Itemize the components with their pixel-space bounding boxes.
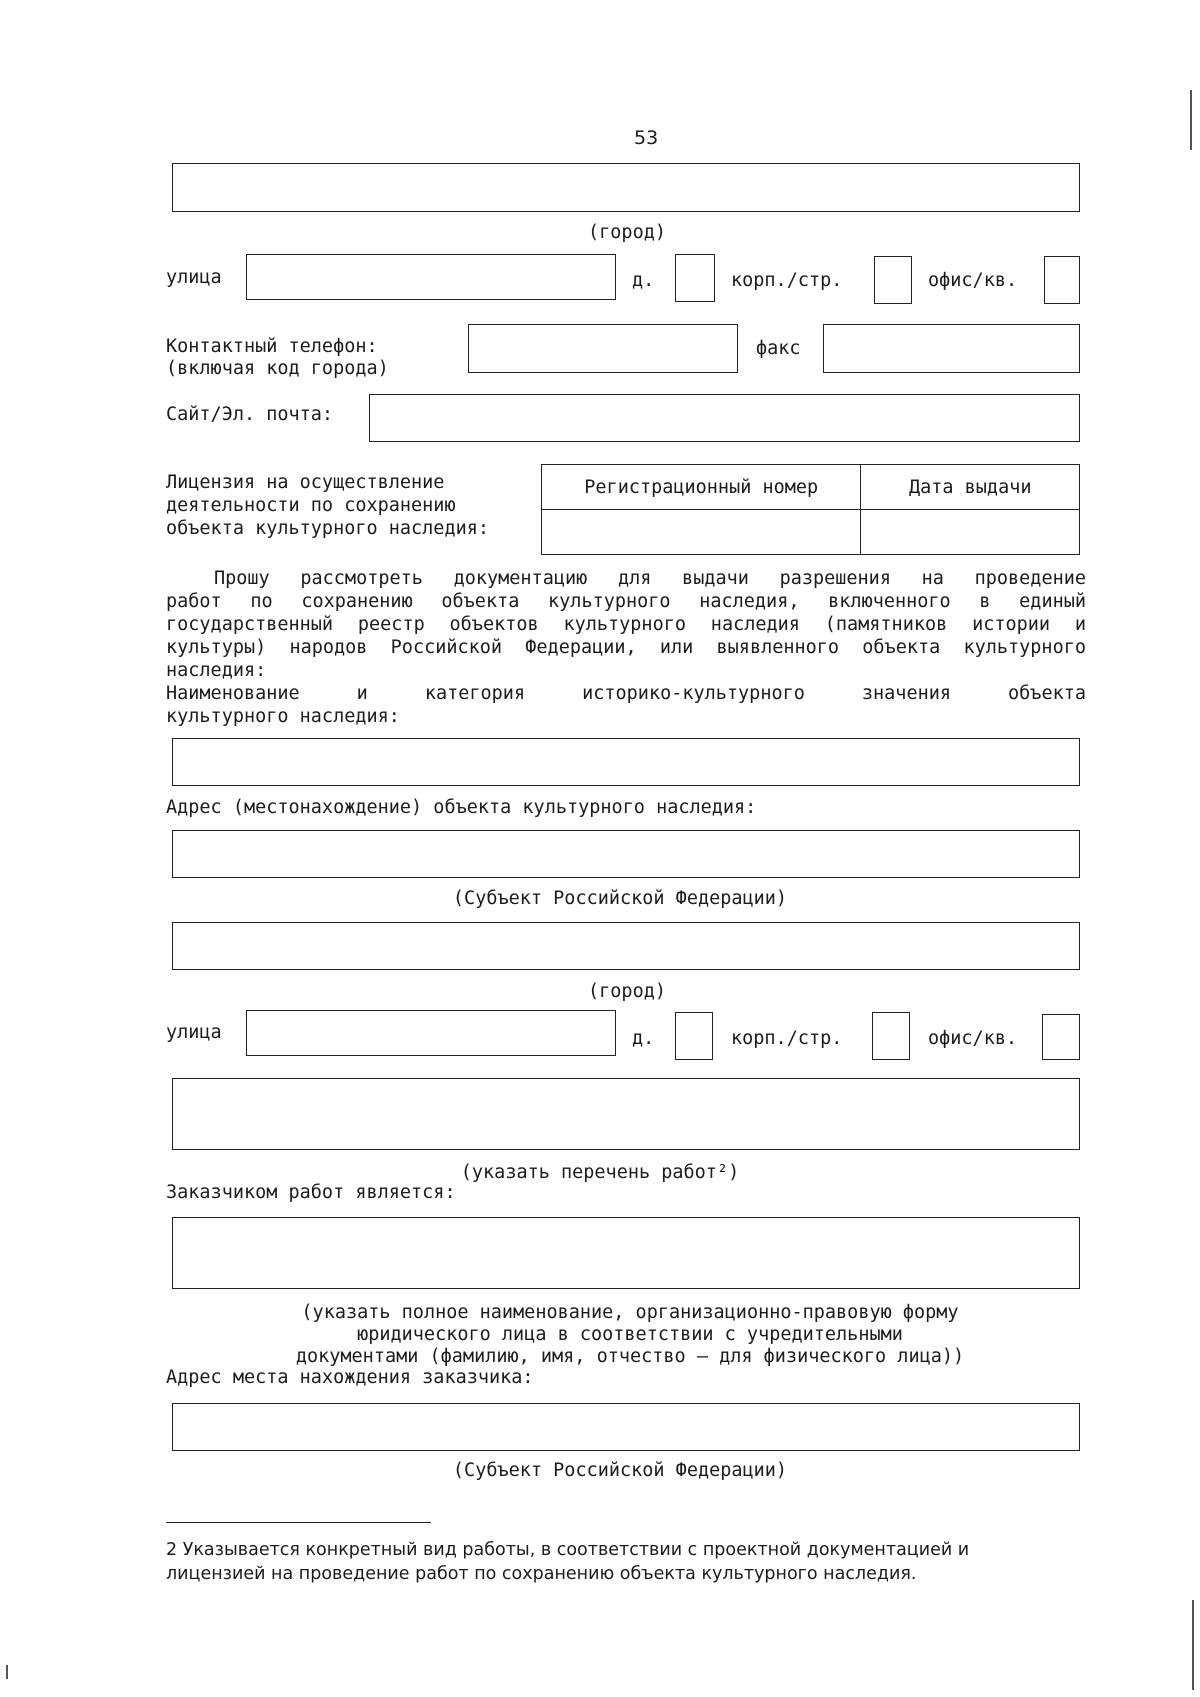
object-subject-caption: (Субъект Российской Федерации) (452, 888, 788, 909)
object-name-label-line2: культурного наследия: (166, 706, 400, 727)
customer-label: Заказчиком работ является: (166, 1182, 456, 1203)
license-label-line3: объекта культурного наследия: (166, 518, 490, 539)
request-line4: культуры) народов Российской Федерации, или выявленного объекта культурного (166, 637, 1086, 658)
object-office-field[interactable] (1042, 1014, 1080, 1060)
city-field[interactable] (172, 163, 1080, 212)
customer-subject-caption: (Субъект Российской Федерации) (452, 1460, 788, 1481)
object-building-label: корп./стр. (731, 1028, 843, 1049)
building-field[interactable] (874, 256, 912, 304)
street-label: улица (166, 267, 222, 288)
street-field[interactable] (246, 254, 616, 300)
customer-field[interactable] (172, 1217, 1080, 1289)
fax-field[interactable] (823, 324, 1080, 373)
object-address-label: Адрес (местонахождение) объекта культурного наследия: (166, 797, 757, 818)
office-field[interactable] (1044, 256, 1080, 304)
license-table (541, 464, 1080, 555)
site-email-field[interactable] (369, 394, 1080, 442)
object-street-field[interactable] (246, 1010, 616, 1056)
customer-caption-line3: документами (фамилию, имя, отчество – для физического лица)) (295, 1346, 965, 1367)
page-number: 53 (634, 127, 659, 149)
license-issue-date-cell[interactable] (861, 510, 1080, 555)
object-subject-field[interactable] (172, 830, 1080, 878)
scan-edge-right-bottom (1192, 1600, 1194, 1690)
scan-edge-left-bottom (6, 1665, 8, 1679)
site-label: Сайт/Эл. почта: (166, 404, 334, 425)
footnote-separator (166, 1522, 431, 1523)
license-label-line2: деятельности по сохранению (166, 495, 456, 516)
phone-field[interactable] (468, 324, 738, 373)
object-street-label: улица (166, 1022, 222, 1043)
works-caption: (указать перечень работ²) (460, 1162, 740, 1183)
object-name-label-line1: Наименование и категория историко-культурного значения объекта (166, 683, 1086, 704)
request-line5: наследия: (166, 660, 267, 681)
phone-label-line1: Контактный телефон: (166, 336, 378, 357)
scan-edge-right (1190, 90, 1192, 150)
object-house-field[interactable] (675, 1012, 713, 1060)
fax-label: факс (756, 338, 801, 359)
customer-caption-line2: юридического лица в соответствии с учредительными (357, 1324, 903, 1345)
object-office-label: офис/кв. (928, 1028, 1018, 1049)
house-field[interactable] (675, 254, 715, 302)
phone-label-line2: (включая код города) (166, 358, 389, 379)
license-label-line1: Лицензия на осуществление (166, 472, 445, 493)
house-label: д. (632, 270, 655, 291)
object-house-label: д. (632, 1028, 655, 1049)
building-label: корп./стр. (731, 270, 843, 291)
works-list-field[interactable] (172, 1078, 1080, 1150)
office-label: офис/кв. (928, 270, 1018, 291)
request-line2: работ по сохранению объекта культурного наследия, включенного в единый (166, 591, 1086, 612)
object-city-caption: (город) (588, 981, 666, 1002)
license-col-issue-date: Дата выдачи (861, 465, 1080, 510)
license-reg-number-cell[interactable] (542, 510, 861, 555)
object-name-field[interactable] (172, 738, 1080, 786)
license-col-reg-number: Регистрационный номер (542, 465, 861, 510)
request-line1: Прошу рассмотреть документацию для выдачи разрешения на проведение (214, 568, 1086, 589)
footnote-text: 2 Указывается конкретный вид работы, в соответствии с проектной документацией и лицензией на проведение работ по сохранению объекта культурного наследия. (166, 1540, 970, 1584)
object-city-field[interactable] (172, 922, 1080, 970)
customer-address-label: Адрес места нахождения заказчика: (166, 1367, 534, 1388)
request-line3: государственный реестр объектов культурного наследия (памятников истории и (166, 614, 1086, 635)
customer-subject-field[interactable] (172, 1403, 1080, 1451)
object-building-field[interactable] (872, 1012, 910, 1060)
city-caption: (город) (588, 222, 666, 243)
customer-caption-line1: (указать полное наименование, организационно-правовую форму (301, 1302, 959, 1323)
